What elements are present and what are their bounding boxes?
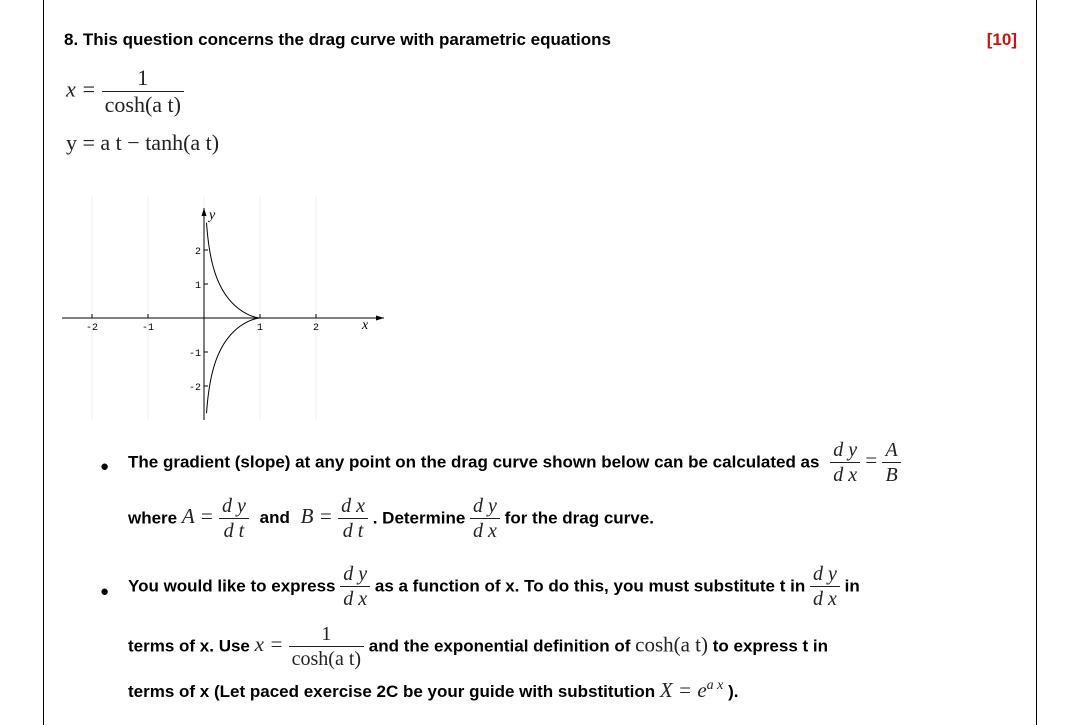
x-tick-label: 2 xyxy=(312,323,320,334)
bullet2-text5: and the exponential definition of xyxy=(368,636,631,656)
and-text: and xyxy=(259,508,290,528)
x-axis-label: x xyxy=(362,318,369,333)
dydx-denominator: d x xyxy=(830,462,860,485)
x-equation xyxy=(66,67,184,116)
bullet1-line2 xyxy=(128,496,654,541)
bullet2-text3: in xyxy=(844,576,860,596)
question-page xyxy=(43,0,1037,725)
curve-upper-branch xyxy=(207,223,261,318)
bullet2-text4: terms of x. Use xyxy=(128,636,250,656)
y-tick-label: -2 xyxy=(188,383,201,394)
b2-x-numerator: 1 xyxy=(321,623,332,645)
y-tick-label: 2 xyxy=(194,247,201,258)
drag-curve-graph xyxy=(62,192,392,422)
b2-x-denominator: cosh(a t) xyxy=(289,646,364,669)
question-marks: [10] xyxy=(986,30,1017,49)
bullet1-line1 xyxy=(128,440,901,485)
b2-X-equals: X = xyxy=(659,678,693,702)
bullet2-line2 xyxy=(128,624,828,669)
dydt-denominator: d t xyxy=(219,518,249,541)
bullet2-text8: ). xyxy=(728,682,739,701)
graph-ticks xyxy=(86,247,319,394)
y-axis-arrow xyxy=(202,208,207,216)
x-equation-denominator: cosh(a t) xyxy=(102,91,184,116)
bullet2-line1 xyxy=(128,564,860,609)
question-header xyxy=(64,30,1017,50)
bullet2-text2: as a function of x. To do this, you must substitute t in xyxy=(374,576,806,596)
b2-x-equals: x = xyxy=(254,632,284,657)
dydx-numerator: d y xyxy=(833,439,858,461)
y-tick-label: -1 xyxy=(188,349,201,360)
x-axis-arrow xyxy=(376,316,384,321)
dxdt-denominator: d t xyxy=(338,518,368,541)
bullet2-text7: terms of x (Let paced exercise 2C be your guide with substitution xyxy=(128,682,656,701)
x-tick-label: -1 xyxy=(141,323,155,334)
dxdt-numerator: d x xyxy=(341,495,365,517)
dydt-numerator: d y xyxy=(222,495,246,517)
bullet-dot: ● xyxy=(100,458,110,475)
b2-dydx1-numerator: d y xyxy=(343,563,368,585)
b2-dydx2-denominator: d x xyxy=(810,586,840,609)
bullet2-text1: You would like to express xyxy=(128,576,336,596)
b-equals: B = xyxy=(300,504,333,529)
y-equation: y = a t − tanh(a t) xyxy=(66,130,220,155)
ab-numerator: A xyxy=(885,439,898,461)
where-text: where xyxy=(128,508,178,528)
curve-lower-branch xyxy=(207,318,264,413)
b2-e-exponent: a x xyxy=(706,678,724,693)
y-tick-label: 1 xyxy=(194,281,201,292)
for-drag-curve-text: for the drag curve. xyxy=(504,508,654,528)
b2-dydx2-numerator: d y xyxy=(812,563,837,585)
bullet1-text: The gradient (slope) at any point on the drag curve shown below can be calculated as xyxy=(128,452,820,472)
determine-dydx-numerator: d y xyxy=(473,495,497,517)
determine-dydx-denominator: d x xyxy=(470,518,500,541)
ab-denominator: B xyxy=(882,462,900,485)
b2-dydx1-denominator: d x xyxy=(340,586,370,609)
x-equation-fraction xyxy=(102,67,184,116)
bullet-dot: ● xyxy=(100,583,110,600)
x-equation-numerator: 1 xyxy=(137,65,149,90)
x-tick-label: 1 xyxy=(256,323,264,334)
bullet2-line3 xyxy=(128,678,739,703)
x-tick-label: -2 xyxy=(85,323,99,334)
equals-sign: = xyxy=(865,448,878,473)
bullet2-text6: to express t in xyxy=(712,636,829,656)
determine-text: . Determine xyxy=(372,508,466,528)
b2-e-base: e xyxy=(697,678,707,702)
x-equation-lhs: x = xyxy=(66,76,97,102)
y-axis-label: y xyxy=(209,208,216,223)
question-title: 8. This question concerns the drag curve with parametric equations xyxy=(64,30,611,49)
a-equals: A = xyxy=(181,504,214,529)
b2-cosh: cosh(a t) xyxy=(635,632,709,657)
